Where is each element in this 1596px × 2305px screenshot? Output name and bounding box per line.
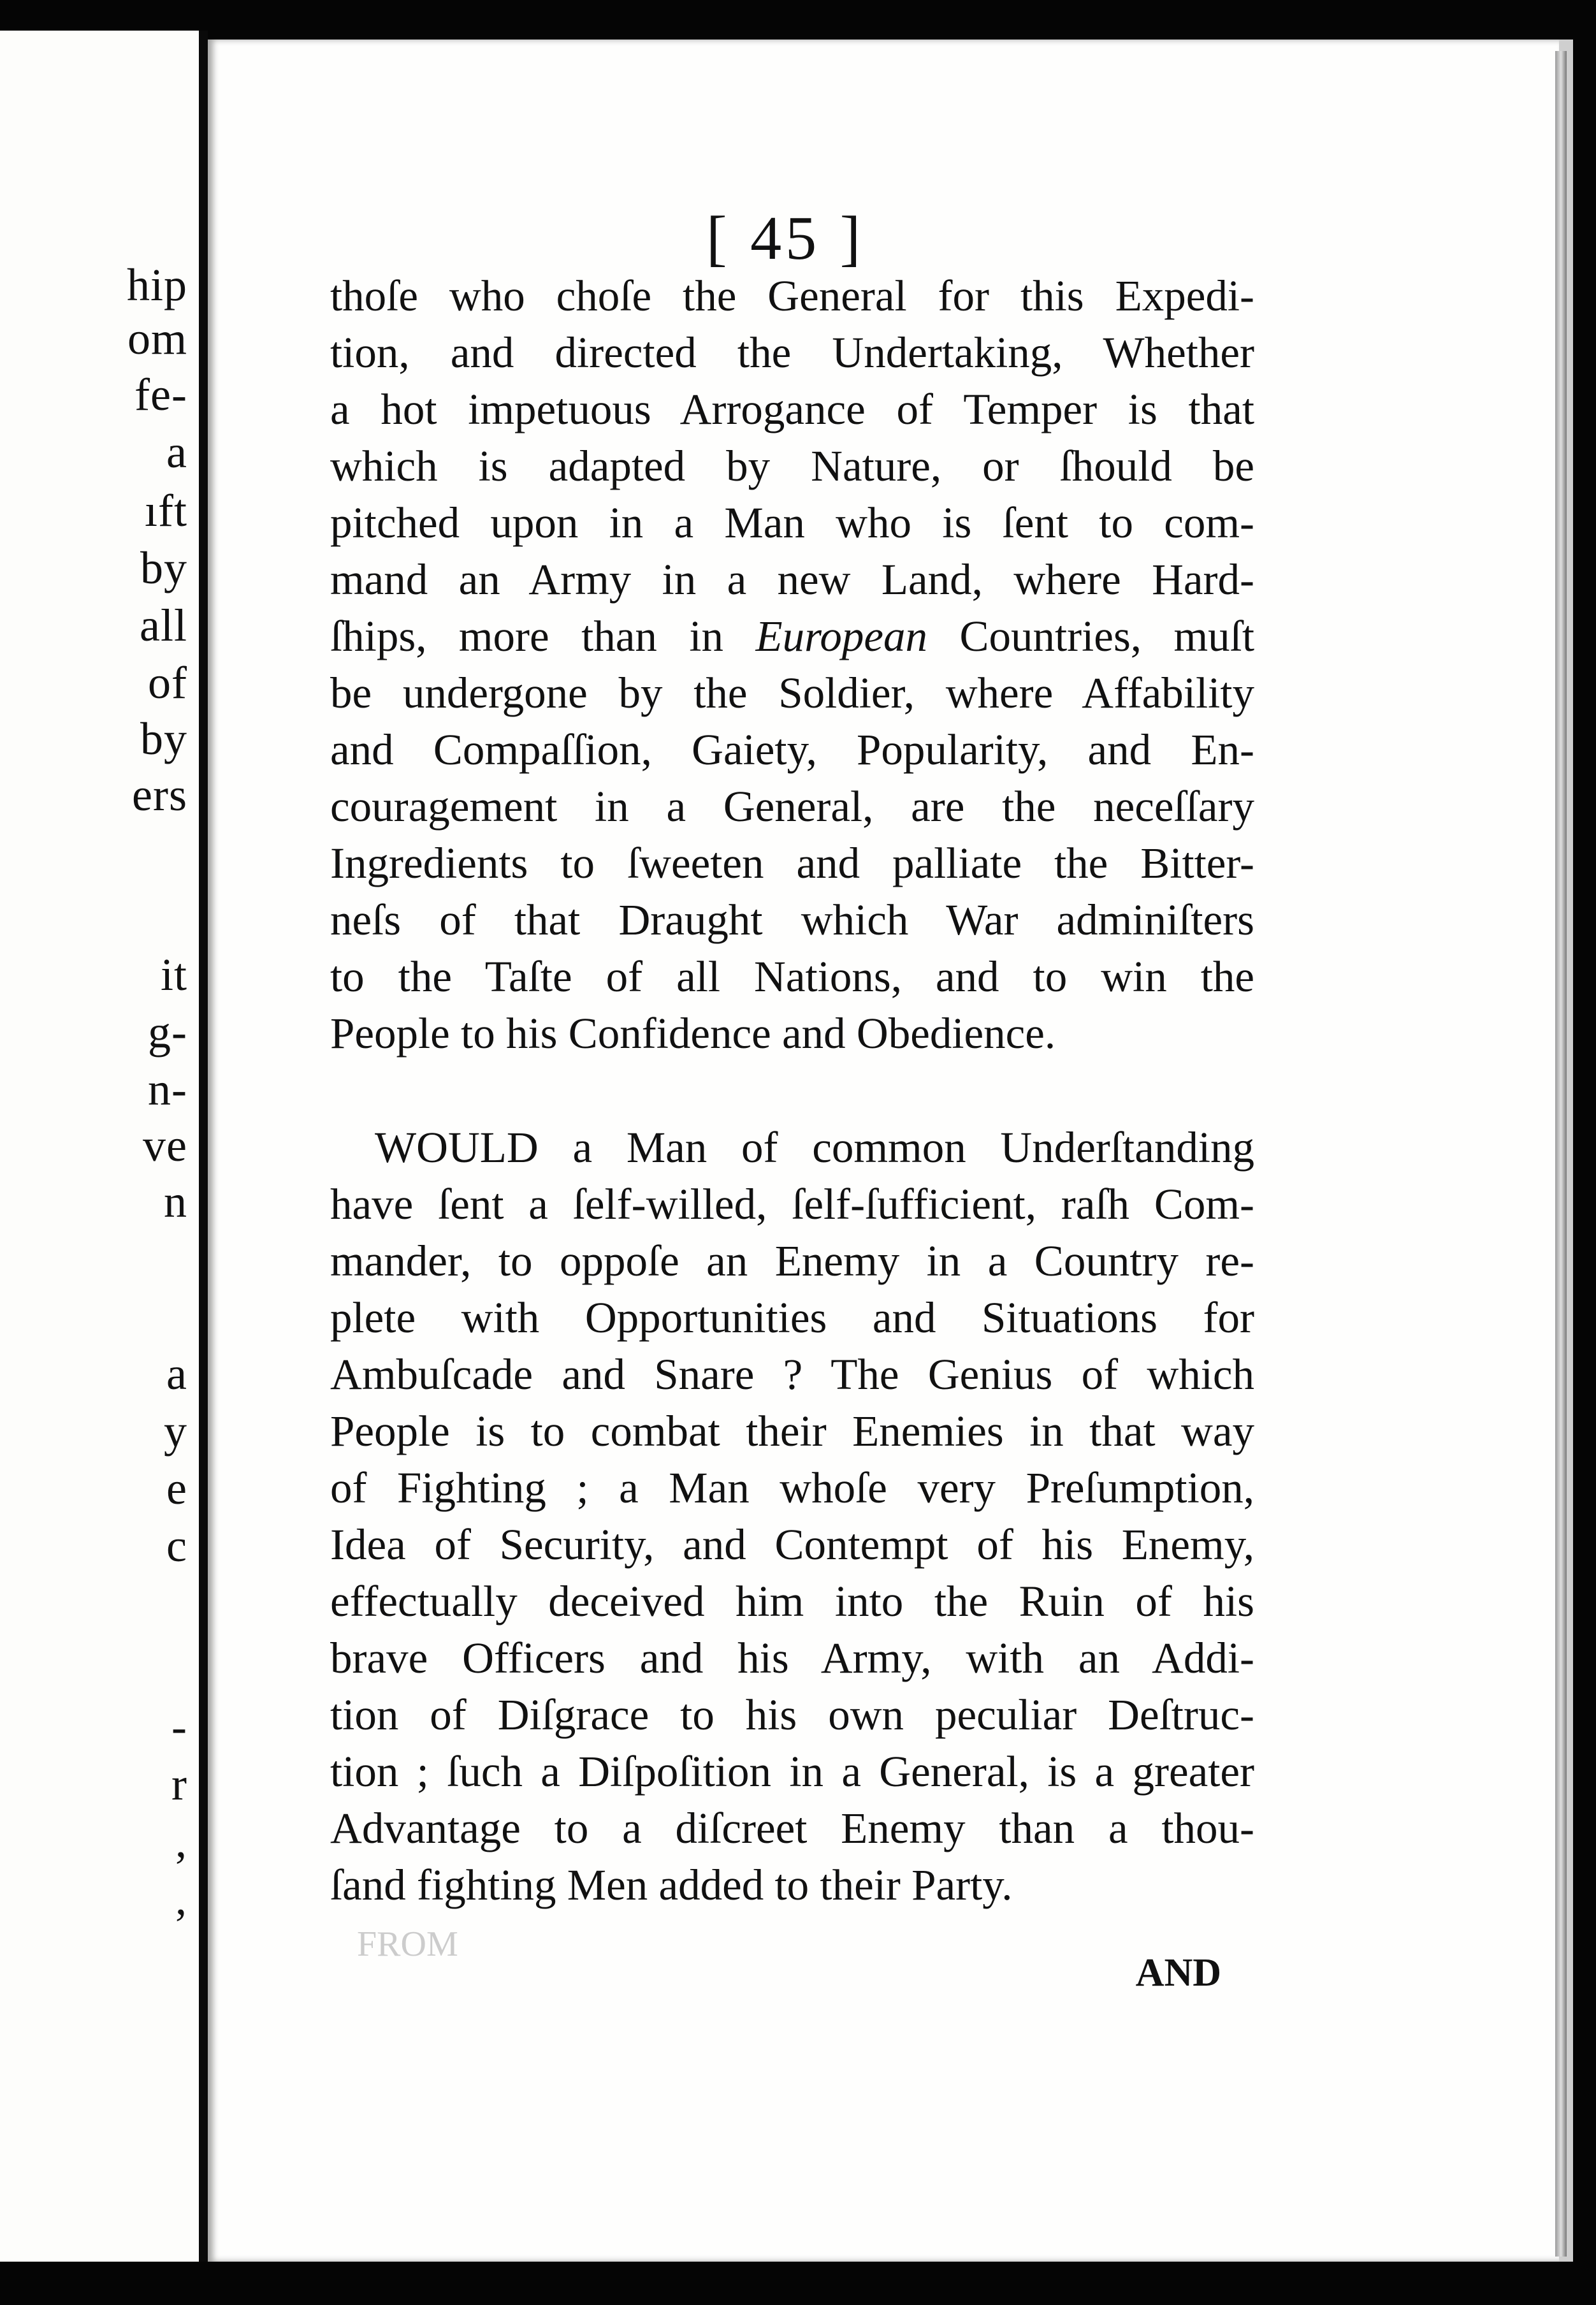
text-line: ſand fighting Men added to their Party. bbox=[330, 1861, 1013, 1909]
left-margin-fragment: , bbox=[175, 1816, 187, 1867]
left-margin-fragment: c bbox=[166, 1520, 187, 1571]
text-line: to the Taſte of all Nations, and to win the bbox=[330, 952, 1254, 1001]
left-margin-fragment: a bbox=[166, 426, 187, 477]
left-margin-fragment: n bbox=[164, 1176, 187, 1227]
left-margin-fragment: all bbox=[140, 600, 187, 651]
left-margin-fragment: fe- bbox=[134, 369, 187, 420]
text-line: tion, and directed the Undertaking, Whether bbox=[330, 328, 1254, 377]
left-margin-fragment: - bbox=[171, 1701, 187, 1752]
text-line: which is adapted by Nature, or ſhould be bbox=[330, 442, 1254, 490]
left-page bbox=[0, 31, 201, 2262]
left-margin-fragment: r bbox=[171, 1759, 187, 1810]
left-margin-fragment: ıft bbox=[145, 485, 187, 536]
left-margin-fragment: by bbox=[140, 542, 187, 593]
text-line: tion ; ſuch a Diſpoſition in a General, is a greater bbox=[330, 1747, 1254, 1796]
paragraph-2 bbox=[330, 1119, 1254, 1914]
text-line: brave Officers and his Army, with an Addi- bbox=[330, 1634, 1254, 1682]
book-gutter bbox=[199, 31, 208, 2262]
left-margin-fragment: om bbox=[127, 313, 187, 364]
text-line: ſhips, more than in European Countries, muſt bbox=[330, 612, 1254, 660]
text-line: Idea of Security, and Contempt of his Enemy, bbox=[330, 1520, 1254, 1569]
left-margin-fragment: of bbox=[148, 657, 187, 708]
left-margin-fragment: , bbox=[175, 1873, 187, 1924]
body-text bbox=[330, 268, 1254, 1914]
left-margin-fragment: it bbox=[160, 949, 187, 1000]
page-edge bbox=[1555, 51, 1567, 2257]
text-line: tion of Diſgrace to his own peculiar Deſtruc- bbox=[330, 1691, 1254, 1739]
italic-word: European bbox=[755, 612, 928, 660]
paragraph-gap bbox=[330, 1062, 1254, 1119]
left-margin-fragment: hip bbox=[126, 259, 187, 310]
left-margin-fragment: e bbox=[166, 1463, 187, 1514]
catchword: AND bbox=[1135, 1951, 1221, 1995]
text-line: mander, to oppoſe an Enemy in a Country re- bbox=[330, 1237, 1254, 1285]
text-line: People is to combat their Enemies in that way bbox=[330, 1407, 1254, 1455]
text-line: be undergone by the Soldier, where Affability bbox=[330, 669, 1254, 717]
text-line: neſs of that Draught which War adminiſters bbox=[330, 896, 1254, 944]
left-margin-fragment: g- bbox=[148, 1007, 187, 1058]
text-line: Ambuſcade and Snare ? The Genius of which bbox=[330, 1350, 1254, 1399]
paragraph-1 bbox=[330, 268, 1254, 1062]
text-line: plete with Opportunities and Situations for bbox=[330, 1293, 1254, 1342]
left-margin-fragment: by bbox=[140, 713, 187, 764]
text-line: thoſe who choſe the General for this Expedi- bbox=[330, 272, 1254, 320]
text-line: mand an Army in a new Land, where Hard- bbox=[330, 555, 1254, 604]
text-line: have ſent a ſelf-willed, ſelf-ſufficient, raſh Com- bbox=[330, 1180, 1254, 1228]
left-margin-fragment: a bbox=[166, 1348, 187, 1399]
bleed-through-text: FROM bbox=[357, 1924, 458, 1964]
text-line: a hot impetuous Arrogance of Temper is that bbox=[330, 385, 1254, 433]
text-line: WOULD a Man of common Underſtanding bbox=[375, 1123, 1254, 1172]
left-margin-fragment: y bbox=[164, 1406, 187, 1457]
text-line: People to his Confidence and Obedience. bbox=[330, 1009, 1056, 1058]
text-line: Ingredients to ſweeten and palliate the Bitter- bbox=[330, 839, 1254, 887]
text-line: of Fighting ; a Man whoſe very Preſumption, bbox=[330, 1464, 1254, 1512]
left-margin-fragment: ve bbox=[143, 1120, 187, 1171]
left-margin-fragment: n- bbox=[148, 1064, 187, 1115]
text-line: effectually deceived him into the Ruin of his bbox=[330, 1577, 1254, 1625]
text-line: couragement in a General, are the neceſſary bbox=[330, 782, 1254, 831]
text-line: pitched upon in a Man who is ſent to com- bbox=[330, 498, 1254, 547]
page-number: [ 45 ] bbox=[706, 204, 865, 273]
text-line: Advantage to a diſcreet Enemy than a thou- bbox=[330, 1804, 1254, 1852]
left-margin-fragment: ers bbox=[132, 769, 187, 820]
text-line: and Compaſſion, Gaiety, Popularity, and En- bbox=[330, 725, 1254, 774]
